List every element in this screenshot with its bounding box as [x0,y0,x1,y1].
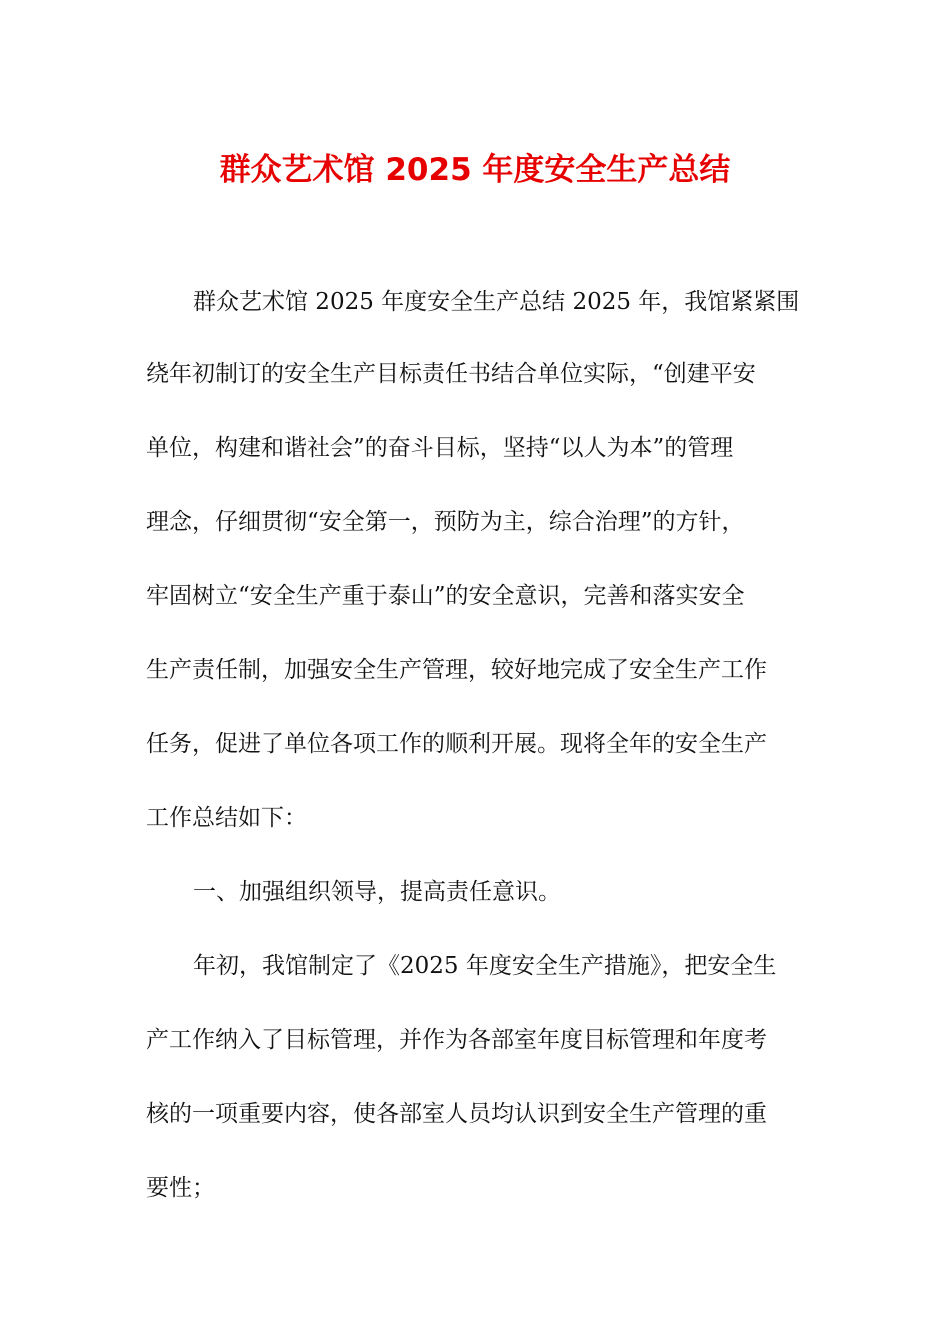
paragraph-line: 要性； [146,1175,215,1201]
paragraph-line: 绕年初制订的安全生产目标责任书结合单位实际，“创建平安 [146,361,756,387]
document-title: 群众艺术馆 2025 年度安全生产总结 [219,152,731,188]
paragraph-line: 工作总结如下： [146,805,307,831]
paragraph-line: 生产责任制，加强安全生产管理，较好地完成了安全生产工作 [146,657,767,683]
paragraph-line: 任务，促进了单位各项工作的顺利开展。现将全年的安全生产 [146,731,767,757]
paragraph-line: 群众艺术馆 2025 年度安全生产总结 2025 年，我馆紧紧围 [193,289,800,315]
paragraph-line: 牢固树立“安全生产重于泰山”的安全意识，完善和落实安全 [146,583,745,609]
paragraph-line: 核的一项重要内容，使各部室人员均认识到安全生产管理的重 [146,1101,767,1127]
paragraph-line: 单位，构建和谐社会”的奋斗目标，坚持“以人为本”的管理 [146,435,734,461]
paragraph-line: 产工作纳入了目标管理，并作为各部室年度目标管理和年度考 [146,1027,767,1053]
paragraph-line: 理念，仔细贯彻“安全第一，预防为主，综合治理”的方针， [146,509,745,535]
section-heading: 一、加强组织领导，提高责任意识。 [193,879,561,905]
paragraph-line: 年初，我馆制定了《2025 年度安全生产措施》，把安全生 [193,953,777,979]
